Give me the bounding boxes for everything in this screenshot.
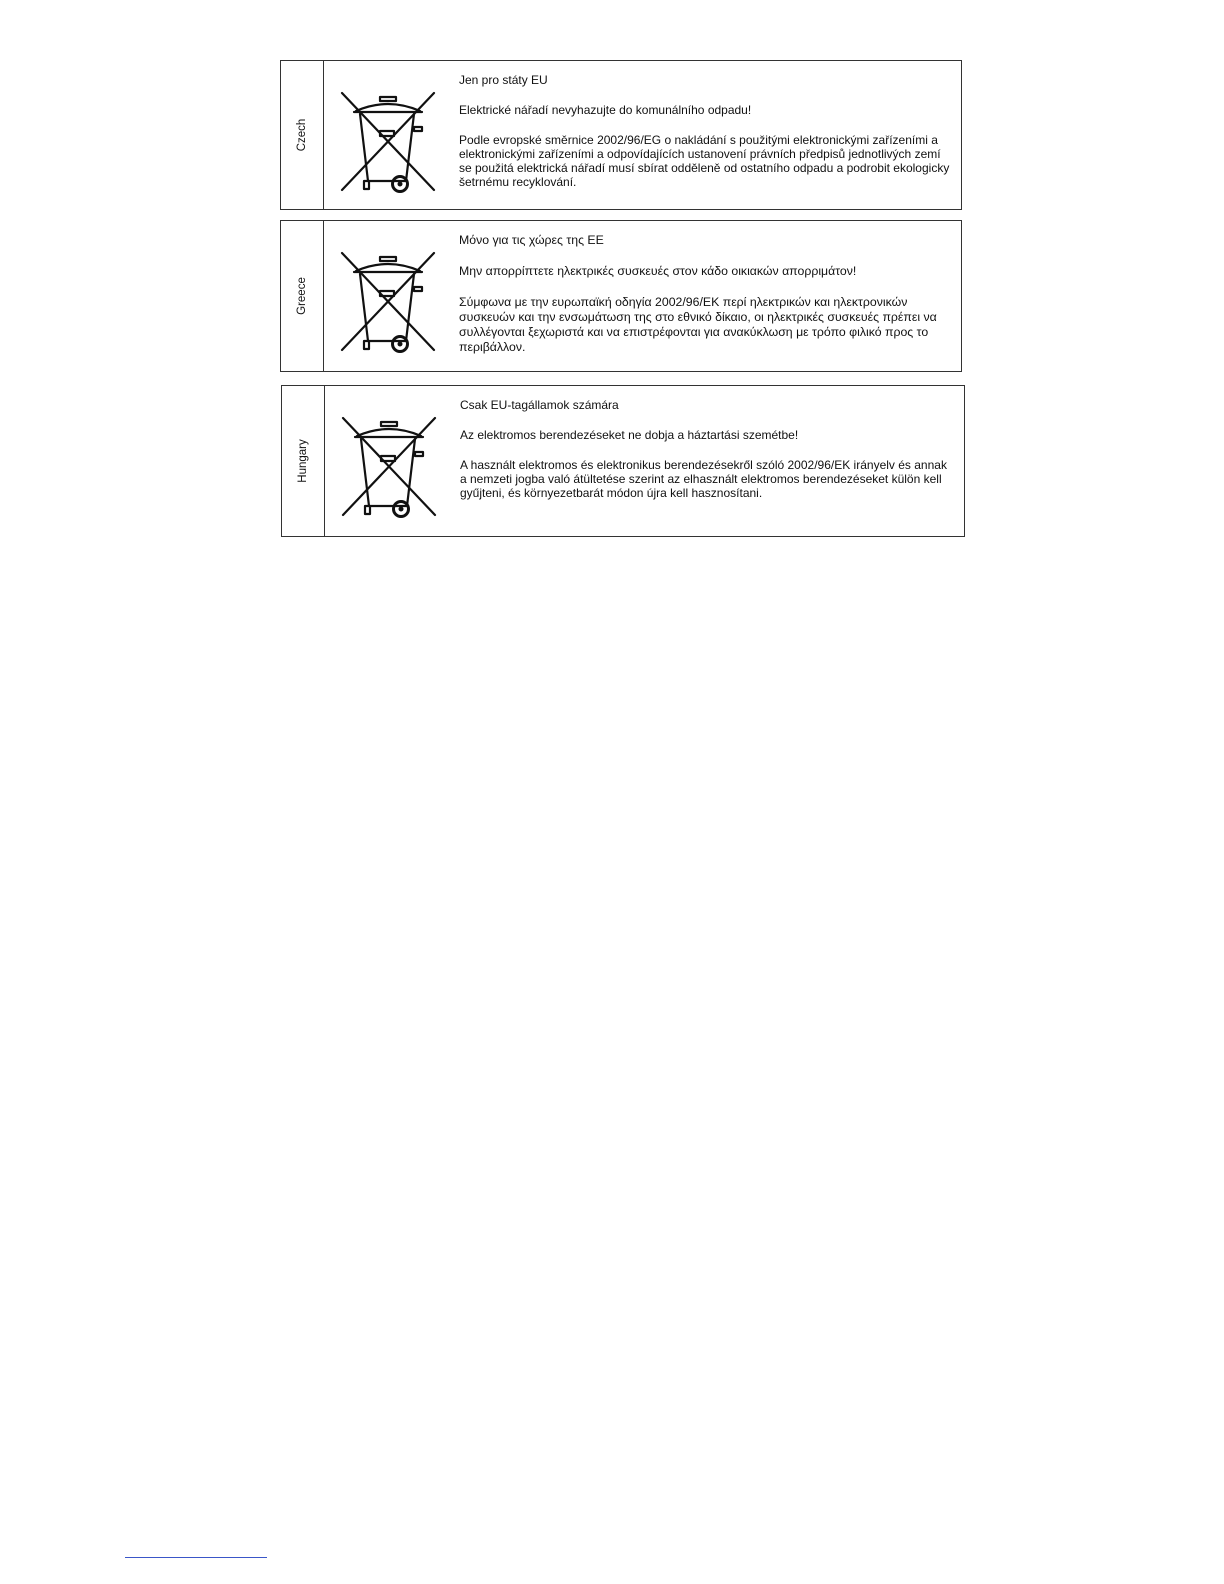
notice-body: A használt elektromos és elektronikus berendezésekről szóló 2002/96/EK irányelv és annak a nemzeti jogba való átültetése szerint az elhasznált elektromos berendezéseket külön kell gyűjteni, és környezetbarát módon újra kell hasznosítani. [460, 458, 947, 500]
crossed-out-wheelie-bin-icon [339, 414, 439, 520]
notice-warning: Μην απορρίπτετε ηλεκτρικές συσκευές στον κάδο οικιακών απορριμάτον! [459, 264, 857, 278]
country-label: Hungary [297, 439, 309, 483]
country-column [281, 61, 324, 209]
notice-text [460, 398, 956, 500]
notice-text [459, 73, 953, 189]
country-label: Czech [296, 118, 308, 152]
country-column [282, 386, 325, 536]
notice-heading: Csak EU-tagállamok számára [460, 398, 619, 412]
country-column [281, 221, 324, 371]
footnote-separator-line [125, 1557, 267, 1558]
notice-heading: Jen pro státy EU [459, 73, 548, 87]
crossed-out-wheelie-bin-icon [338, 249, 438, 355]
notice-text [459, 233, 953, 355]
notice-heading: Μόνο για τις χώρες της ΕΕ [459, 233, 604, 247]
country-label: Greece [296, 277, 308, 315]
notice-warning: Elektrické nářadí nevyhazujte do komunálního odpadu! [459, 103, 752, 117]
weee-notice-hungary [281, 385, 965, 537]
crossed-out-wheelie-bin-icon [338, 89, 438, 195]
weee-notice-czech [280, 60, 962, 210]
weee-notice-greece [280, 220, 962, 372]
notice-warning: Az elektromos berendezéseket ne dobja a háztartási szemétbe! [460, 428, 799, 442]
notice-body: Σύμφωνα με την ευρωπαϊκή οδηγία 2002/96/ΕΚ περί ηλεκτρικών και ηλεκτρονικών συσκευών και την ενσωμάτωση της στο εθνικό δίκαιο, οι ηλεκτρικές συσκευές πρέπει να συλλέγονται ξεχωριστά και να επιστρέφονται για ανακύκλωση με τρόπο φιλικό προς το περιβάλλον. [459, 295, 937, 354]
notice-body: Podle evropské směrnice 2002/96/EG o nakládání s použitými elektronickými zařízeními a elektronickými zařízeními a odpovídajících ustanovení právních předpisů jednotlivých zemí se použitá elektrická nářadí musí sbírat odděleně od ostatního odpadu a podrobit ekologicky šetrnému recyklování. [459, 133, 950, 189]
